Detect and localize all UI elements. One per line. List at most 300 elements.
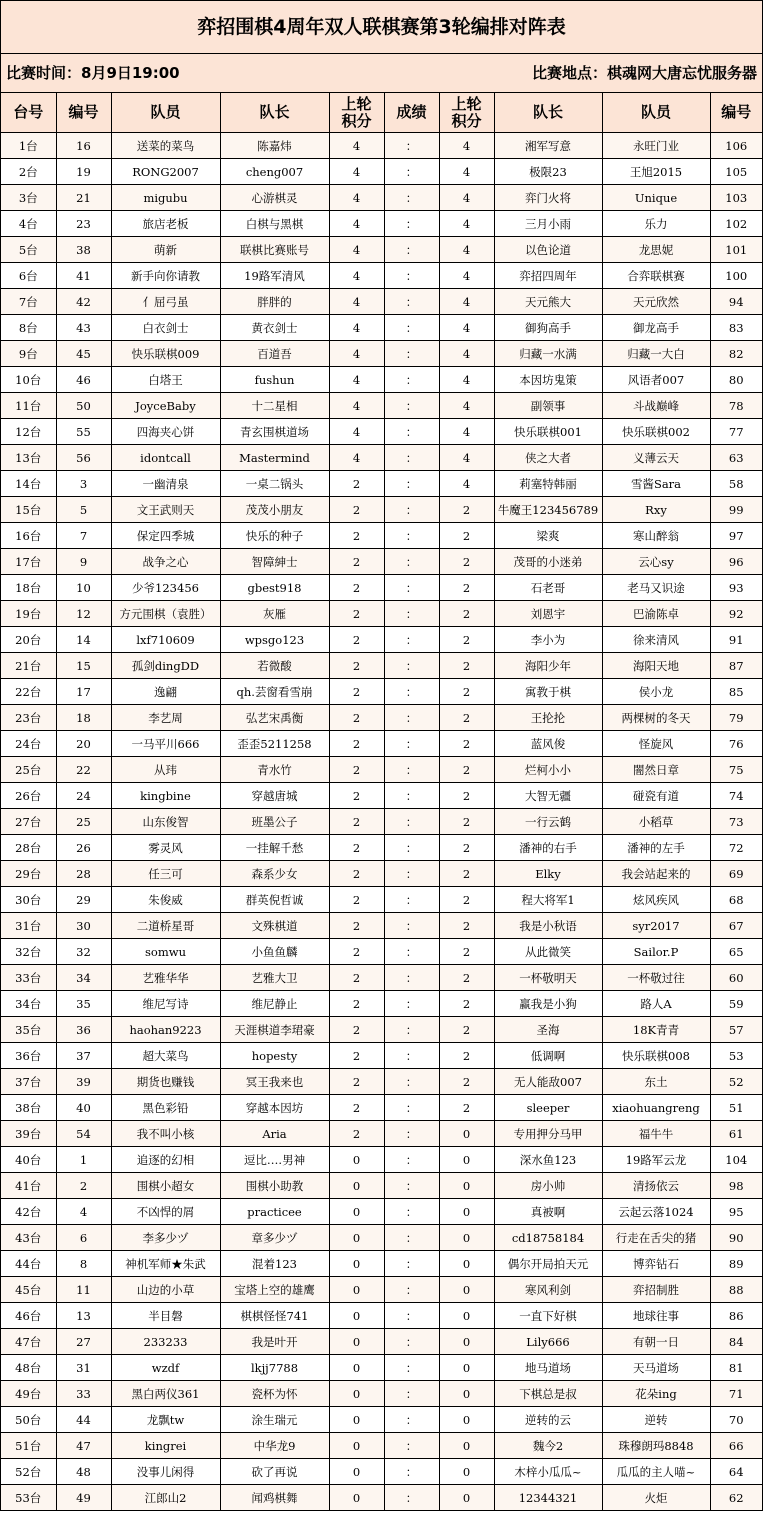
table-row bbox=[1, 1225, 762, 1251]
prev-score-left-cell: 0 bbox=[329, 1173, 384, 1199]
table-row bbox=[1, 1043, 762, 1069]
number-cell: 27 bbox=[56, 1329, 111, 1355]
captain-cell: Mastermind bbox=[220, 445, 329, 471]
prev-score-right-cell: 0 bbox=[439, 1303, 494, 1329]
captain-right-cell: 深水鱼123 bbox=[494, 1147, 602, 1173]
header-member-right: 队员 bbox=[602, 93, 710, 133]
captain-right-cell: 王抡抡 bbox=[494, 705, 602, 731]
prev-score-left-cell: 0 bbox=[329, 1277, 384, 1303]
result-cell: ： bbox=[384, 653, 439, 679]
number-cell: 19 bbox=[56, 159, 111, 185]
table-row bbox=[1, 835, 762, 861]
prev-score-left-cell: 2 bbox=[329, 575, 384, 601]
member-right-cell: 闇然日章 bbox=[602, 757, 710, 783]
number-cell: 26 bbox=[56, 835, 111, 861]
number-cell: 42 bbox=[56, 289, 111, 315]
table-row bbox=[1, 419, 762, 445]
table-row bbox=[1, 913, 762, 939]
board-cell: 47台 bbox=[1, 1329, 56, 1355]
member-right-cell: 珠穆朗玛8848 bbox=[602, 1433, 710, 1459]
captain-right-cell: 程大将军1 bbox=[494, 887, 602, 913]
captain-right-cell: sleeper bbox=[494, 1095, 602, 1121]
number-cell: 50 bbox=[56, 393, 111, 419]
result-cell: ： bbox=[384, 1433, 439, 1459]
table-row bbox=[1, 965, 762, 991]
number-cell: 20 bbox=[56, 731, 111, 757]
captain-right-cell: 寓教于棋 bbox=[494, 679, 602, 705]
captain-right-cell: 真被啊 bbox=[494, 1199, 602, 1225]
result-cell: ： bbox=[384, 1381, 439, 1407]
table-row bbox=[1, 367, 762, 393]
captain-cell: 棋棋怪怪741 bbox=[220, 1303, 329, 1329]
member-right-cell: 瓜瓜的主人喵~ bbox=[602, 1459, 710, 1485]
captain-cell: 青水竹 bbox=[220, 757, 329, 783]
member-right-cell: 博弈钻石 bbox=[602, 1251, 710, 1277]
member-right-cell: 花朵ing bbox=[602, 1381, 710, 1407]
number-cell: 22 bbox=[56, 757, 111, 783]
board-cell: 36台 bbox=[1, 1043, 56, 1069]
prev-score-right-cell: 2 bbox=[439, 575, 494, 601]
captain-cell: 灰雁 bbox=[220, 601, 329, 627]
captain-cell: 维尼静止 bbox=[220, 991, 329, 1017]
captain-right-cell: 一行云鹤 bbox=[494, 809, 602, 835]
prev-score-left-cell: 2 bbox=[329, 549, 384, 575]
member-cell: 任三可 bbox=[111, 861, 220, 887]
result-cell: ： bbox=[384, 549, 439, 575]
captain-right-cell: 牛魔王123456789 bbox=[494, 497, 602, 523]
captain-cell: 章多少ヅ bbox=[220, 1225, 329, 1251]
member-right-cell: xiaohuangreng bbox=[602, 1095, 710, 1121]
prev-score-right-cell: 4 bbox=[439, 315, 494, 341]
table-row bbox=[1, 887, 762, 913]
board-cell: 39台 bbox=[1, 1121, 56, 1147]
member-right-cell: 龙思妮 bbox=[602, 237, 710, 263]
captain-right-cell: 从此微笑 bbox=[494, 939, 602, 965]
result-cell: ： bbox=[384, 679, 439, 705]
member-cell: haohan9223 bbox=[111, 1017, 220, 1043]
result-cell: ： bbox=[384, 1407, 439, 1433]
board-cell: 14台 bbox=[1, 471, 56, 497]
number-cell: 33 bbox=[56, 1381, 111, 1407]
captain-right-cell: Lily666 bbox=[494, 1329, 602, 1355]
captain-cell: 穿越唐城 bbox=[220, 783, 329, 809]
member-right-cell: 王旭2015 bbox=[602, 159, 710, 185]
prev-score-left-cell: 2 bbox=[329, 991, 384, 1017]
captain-right-cell: 12344321 bbox=[494, 1485, 602, 1511]
prev-score-right-cell: 4 bbox=[439, 367, 494, 393]
captain-cell: wpsgo123 bbox=[220, 627, 329, 653]
number-right-cell: 58 bbox=[710, 471, 762, 497]
member-cell: 我不叫小核 bbox=[111, 1121, 220, 1147]
prev-score-left-cell: 4 bbox=[329, 211, 384, 237]
member-right-cell: 潘神的左手 bbox=[602, 835, 710, 861]
result-cell: ： bbox=[384, 445, 439, 471]
number-right-cell: 60 bbox=[710, 965, 762, 991]
member-cell: 半目磐 bbox=[111, 1303, 220, 1329]
prev-score-right-cell: 2 bbox=[439, 1017, 494, 1043]
member-cell: 送菜的菜鸟 bbox=[111, 133, 220, 159]
captain-right-cell: 湘军写意 bbox=[494, 133, 602, 159]
table-row bbox=[1, 575, 762, 601]
prev-score-left-cell: 2 bbox=[329, 757, 384, 783]
prev-score-right-cell: 4 bbox=[439, 471, 494, 497]
prev-score-right-cell: 0 bbox=[439, 1121, 494, 1147]
captain-cell: 混着123 bbox=[220, 1251, 329, 1277]
number-right-cell: 88 bbox=[710, 1277, 762, 1303]
member-cell: 江郎山2 bbox=[111, 1485, 220, 1511]
prev-score-left-cell: 2 bbox=[329, 731, 384, 757]
table-row bbox=[1, 159, 762, 185]
captain-cell: 文殊棋道 bbox=[220, 913, 329, 939]
result-cell: ： bbox=[384, 211, 439, 237]
prev-score-left-cell: 2 bbox=[329, 705, 384, 731]
number-cell: 37 bbox=[56, 1043, 111, 1069]
member-cell: migubu bbox=[111, 185, 220, 211]
board-cell: 53台 bbox=[1, 1485, 56, 1511]
prev-score-right-cell: 4 bbox=[439, 237, 494, 263]
table-row bbox=[1, 497, 762, 523]
board-cell: 46台 bbox=[1, 1303, 56, 1329]
table-row bbox=[1, 1329, 762, 1355]
number-right-cell: 94 bbox=[710, 289, 762, 315]
header-member: 队员 bbox=[111, 93, 220, 133]
number-right-cell: 59 bbox=[710, 991, 762, 1017]
member-cell: 一马平川666 bbox=[111, 731, 220, 757]
member-cell: 二道桥星哥 bbox=[111, 913, 220, 939]
prev-score-right-cell: 2 bbox=[439, 861, 494, 887]
captain-right-cell: 我是小秋语 bbox=[494, 913, 602, 939]
prev-score-right-cell: 0 bbox=[439, 1433, 494, 1459]
prev-score-left-cell: 2 bbox=[329, 783, 384, 809]
number-right-cell: 81 bbox=[710, 1355, 762, 1381]
captain-cell: 小鱼鱼麟 bbox=[220, 939, 329, 965]
result-cell: ： bbox=[384, 575, 439, 601]
table-row bbox=[1, 783, 762, 809]
number-cell: 9 bbox=[56, 549, 111, 575]
result-cell: ： bbox=[384, 1017, 439, 1043]
number-right-cell: 66 bbox=[710, 1433, 762, 1459]
table-row bbox=[1, 393, 762, 419]
member-cell: 亻屈弓虽 bbox=[111, 289, 220, 315]
prev-score-left-cell: 4 bbox=[329, 159, 384, 185]
prev-score-right-cell: 2 bbox=[439, 913, 494, 939]
result-cell: ： bbox=[384, 1225, 439, 1251]
prev-score-right-cell: 2 bbox=[439, 1069, 494, 1095]
prev-score-left-cell: 4 bbox=[329, 289, 384, 315]
captain-cell: 19路军清风 bbox=[220, 263, 329, 289]
member-right-cell: Unique bbox=[602, 185, 710, 211]
captain-right-cell: 大智无疆 bbox=[494, 783, 602, 809]
captain-right-cell: 本因坊鬼策 bbox=[494, 367, 602, 393]
member-cell: 文王武则天 bbox=[111, 497, 220, 523]
number-right-cell: 67 bbox=[710, 913, 762, 939]
table-row bbox=[1, 1459, 762, 1485]
captain-right-cell: 下棋总是叔 bbox=[494, 1381, 602, 1407]
result-cell: ： bbox=[384, 315, 439, 341]
prev-score-left-cell: 4 bbox=[329, 393, 384, 419]
number-cell: 2 bbox=[56, 1173, 111, 1199]
table-row bbox=[1, 1199, 762, 1225]
table-row bbox=[1, 263, 762, 289]
prev-score-left-cell: 2 bbox=[329, 1069, 384, 1095]
prev-score-left-cell: 2 bbox=[329, 523, 384, 549]
captain-right-cell: 快乐联棋001 bbox=[494, 419, 602, 445]
prev-score-right-cell: 0 bbox=[439, 1199, 494, 1225]
board-cell: 6台 bbox=[1, 263, 56, 289]
prev-score-right-cell: 2 bbox=[439, 523, 494, 549]
captain-right-cell: 地马道场 bbox=[494, 1355, 602, 1381]
number-right-cell: 105 bbox=[710, 159, 762, 185]
prev-score-left-cell: 2 bbox=[329, 835, 384, 861]
number-right-cell: 62 bbox=[710, 1485, 762, 1511]
captain-right-cell: 海阳少年 bbox=[494, 653, 602, 679]
board-cell: 42台 bbox=[1, 1199, 56, 1225]
table-row bbox=[1, 237, 762, 263]
board-cell: 25台 bbox=[1, 757, 56, 783]
table-row bbox=[1, 1303, 762, 1329]
result-cell: ： bbox=[384, 887, 439, 913]
captain-right-cell: 莉塞特韩丽 bbox=[494, 471, 602, 497]
member-right-cell: 徐来清风 bbox=[602, 627, 710, 653]
prev-score-right-cell: 4 bbox=[439, 289, 494, 315]
prev-score-right-cell: 0 bbox=[439, 1355, 494, 1381]
board-cell: 22台 bbox=[1, 679, 56, 705]
number-right-cell: 101 bbox=[710, 237, 762, 263]
member-right-cell: 风语者007 bbox=[602, 367, 710, 393]
prev-score-right-cell: 4 bbox=[439, 211, 494, 237]
prev-score-left-cell: 2 bbox=[329, 887, 384, 913]
member-right-cell: 怪旋风 bbox=[602, 731, 710, 757]
result-cell: ： bbox=[384, 939, 439, 965]
table-row bbox=[1, 1251, 762, 1277]
result-cell: ： bbox=[384, 185, 439, 211]
number-right-cell: 97 bbox=[710, 523, 762, 549]
board-cell: 37台 bbox=[1, 1069, 56, 1095]
number-right-cell: 102 bbox=[710, 211, 762, 237]
captain-right-cell: 木梓小瓜瓜~ bbox=[494, 1459, 602, 1485]
captain-right-cell: 低调啊 bbox=[494, 1043, 602, 1069]
prev-score-left-cell: 0 bbox=[329, 1459, 384, 1485]
number-right-cell: 103 bbox=[710, 185, 762, 211]
member-cell: lxf710609 bbox=[111, 627, 220, 653]
member-right-cell: 行走在舌尖的猪 bbox=[602, 1225, 710, 1251]
captain-cell: 涂生瑞元 bbox=[220, 1407, 329, 1433]
number-right-cell: 85 bbox=[710, 679, 762, 705]
number-cell: 7 bbox=[56, 523, 111, 549]
captain-right-cell: 魏今2 bbox=[494, 1433, 602, 1459]
member-right-cell: 老马又识途 bbox=[602, 575, 710, 601]
captain-cell: 陈嘉炜 bbox=[220, 133, 329, 159]
captain-cell: lkjj7788 bbox=[220, 1355, 329, 1381]
member-cell: 山边的小草 bbox=[111, 1277, 220, 1303]
member-cell: 孤剑dingDD bbox=[111, 653, 220, 679]
member-cell: 少爷123456 bbox=[111, 575, 220, 601]
number-cell: 11 bbox=[56, 1277, 111, 1303]
member-right-cell: 19路军云龙 bbox=[602, 1147, 710, 1173]
prev-score-left-cell: 0 bbox=[329, 1251, 384, 1277]
board-cell: 45台 bbox=[1, 1277, 56, 1303]
table-row bbox=[1, 1173, 762, 1199]
number-cell: 48 bbox=[56, 1459, 111, 1485]
board-cell: 41台 bbox=[1, 1173, 56, 1199]
number-cell: 28 bbox=[56, 861, 111, 887]
number-cell: 44 bbox=[56, 1407, 111, 1433]
board-cell: 44台 bbox=[1, 1251, 56, 1277]
member-right-cell: 斗战巅峰 bbox=[602, 393, 710, 419]
number-right-cell: 106 bbox=[710, 133, 762, 159]
prev-score-left-cell: 0 bbox=[329, 1199, 384, 1225]
member-right-cell: 寒山醉翁 bbox=[602, 523, 710, 549]
number-right-cell: 65 bbox=[710, 939, 762, 965]
table-row bbox=[1, 289, 762, 315]
captain-right-cell: 侠之大者 bbox=[494, 445, 602, 471]
number-right-cell: 77 bbox=[710, 419, 762, 445]
result-cell: ： bbox=[384, 159, 439, 185]
board-cell: 35台 bbox=[1, 1017, 56, 1043]
board-cell: 40台 bbox=[1, 1147, 56, 1173]
captain-right-cell: 石老哥 bbox=[494, 575, 602, 601]
prev-score-right-cell: 2 bbox=[439, 939, 494, 965]
number-cell: 24 bbox=[56, 783, 111, 809]
member-right-cell: 侯小龙 bbox=[602, 679, 710, 705]
result-cell: ： bbox=[384, 1277, 439, 1303]
member-cell: 233233 bbox=[111, 1329, 220, 1355]
captain-cell: 白棋与黑棋 bbox=[220, 211, 329, 237]
number-right-cell: 78 bbox=[710, 393, 762, 419]
board-cell: 16台 bbox=[1, 523, 56, 549]
result-cell: ： bbox=[384, 913, 439, 939]
captain-cell: 百道吾 bbox=[220, 341, 329, 367]
captain-cell: fushun bbox=[220, 367, 329, 393]
result-cell: ： bbox=[384, 601, 439, 627]
number-cell: 8 bbox=[56, 1251, 111, 1277]
number-cell: 29 bbox=[56, 887, 111, 913]
board-cell: 50台 bbox=[1, 1407, 56, 1433]
member-cell: JoyceBaby bbox=[111, 393, 220, 419]
board-cell: 24台 bbox=[1, 731, 56, 757]
captain-cell: 逗比….男神 bbox=[220, 1147, 329, 1173]
captain-cell: 青玄围棋道场 bbox=[220, 419, 329, 445]
member-right-cell: 合弈联棋赛 bbox=[602, 263, 710, 289]
captain-cell: 歪歪5211258 bbox=[220, 731, 329, 757]
result-cell: ： bbox=[384, 835, 439, 861]
captain-cell: 班墨公子 bbox=[220, 809, 329, 835]
captain-right-cell: 赢我是小狗 bbox=[494, 991, 602, 1017]
captain-cell: 联棋比赛账号 bbox=[220, 237, 329, 263]
table-row bbox=[1, 211, 762, 237]
member-right-cell: 御龙高手 bbox=[602, 315, 710, 341]
number-cell: 16 bbox=[56, 133, 111, 159]
captain-right-cell: 以色论道 bbox=[494, 237, 602, 263]
prev-score-right-cell: 0 bbox=[439, 1173, 494, 1199]
result-cell: ： bbox=[384, 705, 439, 731]
captain-cell: qh.芸窗看雪崩 bbox=[220, 679, 329, 705]
result-cell: ： bbox=[384, 497, 439, 523]
number-cell: 17 bbox=[56, 679, 111, 705]
result-cell: ： bbox=[384, 1329, 439, 1355]
prev-score-right-cell: 0 bbox=[439, 1277, 494, 1303]
captain-right-cell: 房小帅 bbox=[494, 1173, 602, 1199]
prev-score-right-cell: 0 bbox=[439, 1329, 494, 1355]
prev-score-right-cell: 4 bbox=[439, 341, 494, 367]
table-row bbox=[1, 1485, 762, 1511]
result-cell: ： bbox=[384, 991, 439, 1017]
member-cell: 朱俊威 bbox=[111, 887, 220, 913]
captain-cell: 心游棋灵 bbox=[220, 185, 329, 211]
member-cell: 黑色彩铅 bbox=[111, 1095, 220, 1121]
number-right-cell: 70 bbox=[710, 1407, 762, 1433]
result-cell: ： bbox=[384, 627, 439, 653]
prev-score-left-cell: 2 bbox=[329, 809, 384, 835]
captain-right-cell: 李小为 bbox=[494, 627, 602, 653]
prev-score-left-cell: 0 bbox=[329, 1225, 384, 1251]
captain-cell: 十二星相 bbox=[220, 393, 329, 419]
prev-score-right-cell: 2 bbox=[439, 601, 494, 627]
prev-score-left-cell: 2 bbox=[329, 679, 384, 705]
member-cell: 保定四季城 bbox=[111, 523, 220, 549]
result-cell: ： bbox=[384, 1043, 439, 1069]
number-cell: 13 bbox=[56, 1303, 111, 1329]
member-right-cell: 巴渝陈卓 bbox=[602, 601, 710, 627]
prev-score-right-cell: 2 bbox=[439, 809, 494, 835]
captain-right-cell: 归藏一水满 bbox=[494, 341, 602, 367]
member-cell: 黑白两仪361 bbox=[111, 1381, 220, 1407]
number-right-cell: 71 bbox=[710, 1381, 762, 1407]
prev-score-right-cell: 0 bbox=[439, 1147, 494, 1173]
member-right-cell: 弈招制胜 bbox=[602, 1277, 710, 1303]
number-right-cell: 100 bbox=[710, 263, 762, 289]
header-result: 成绩 bbox=[384, 93, 439, 133]
captain-right-cell: 专用押分马甲 bbox=[494, 1121, 602, 1147]
captain-right-cell: 刘恩宇 bbox=[494, 601, 602, 627]
prev-score-left-cell: 0 bbox=[329, 1355, 384, 1381]
number-cell: 21 bbox=[56, 185, 111, 211]
number-right-cell: 76 bbox=[710, 731, 762, 757]
member-cell: 龙飘tw bbox=[111, 1407, 220, 1433]
prev-score-right-cell: 2 bbox=[439, 679, 494, 705]
captain-cell: 黄衣剑士 bbox=[220, 315, 329, 341]
member-cell: 白塔王 bbox=[111, 367, 220, 393]
number-right-cell: 91 bbox=[710, 627, 762, 653]
member-cell: kingbine bbox=[111, 783, 220, 809]
number-cell: 35 bbox=[56, 991, 111, 1017]
number-right-cell: 64 bbox=[710, 1459, 762, 1485]
prev-score-left-cell: 4 bbox=[329, 133, 384, 159]
prev-score-left-cell: 0 bbox=[329, 1381, 384, 1407]
member-right-cell: 东土 bbox=[602, 1069, 710, 1095]
result-cell: ： bbox=[384, 393, 439, 419]
member-right-cell: 逆转 bbox=[602, 1407, 710, 1433]
board-cell: 30台 bbox=[1, 887, 56, 913]
member-right-cell: 福牛牛 bbox=[602, 1121, 710, 1147]
number-cell: 6 bbox=[56, 1225, 111, 1251]
number-right-cell: 92 bbox=[710, 601, 762, 627]
table-row bbox=[1, 133, 762, 159]
member-right-cell: 义薄云天 bbox=[602, 445, 710, 471]
member-right-cell: 两棵树的冬天 bbox=[602, 705, 710, 731]
member-cell: 四海夹心饼 bbox=[111, 419, 220, 445]
prev-score-left-cell: 2 bbox=[329, 965, 384, 991]
number-cell: 38 bbox=[56, 237, 111, 263]
table-row bbox=[1, 1277, 762, 1303]
captain-cell: 围棋小助教 bbox=[220, 1173, 329, 1199]
number-cell: 46 bbox=[56, 367, 111, 393]
table-row bbox=[1, 705, 762, 731]
member-cell: 超大菜鸟 bbox=[111, 1043, 220, 1069]
board-cell: 9台 bbox=[1, 341, 56, 367]
member-right-cell: syr2017 bbox=[602, 913, 710, 939]
prev-score-right-cell: 2 bbox=[439, 705, 494, 731]
